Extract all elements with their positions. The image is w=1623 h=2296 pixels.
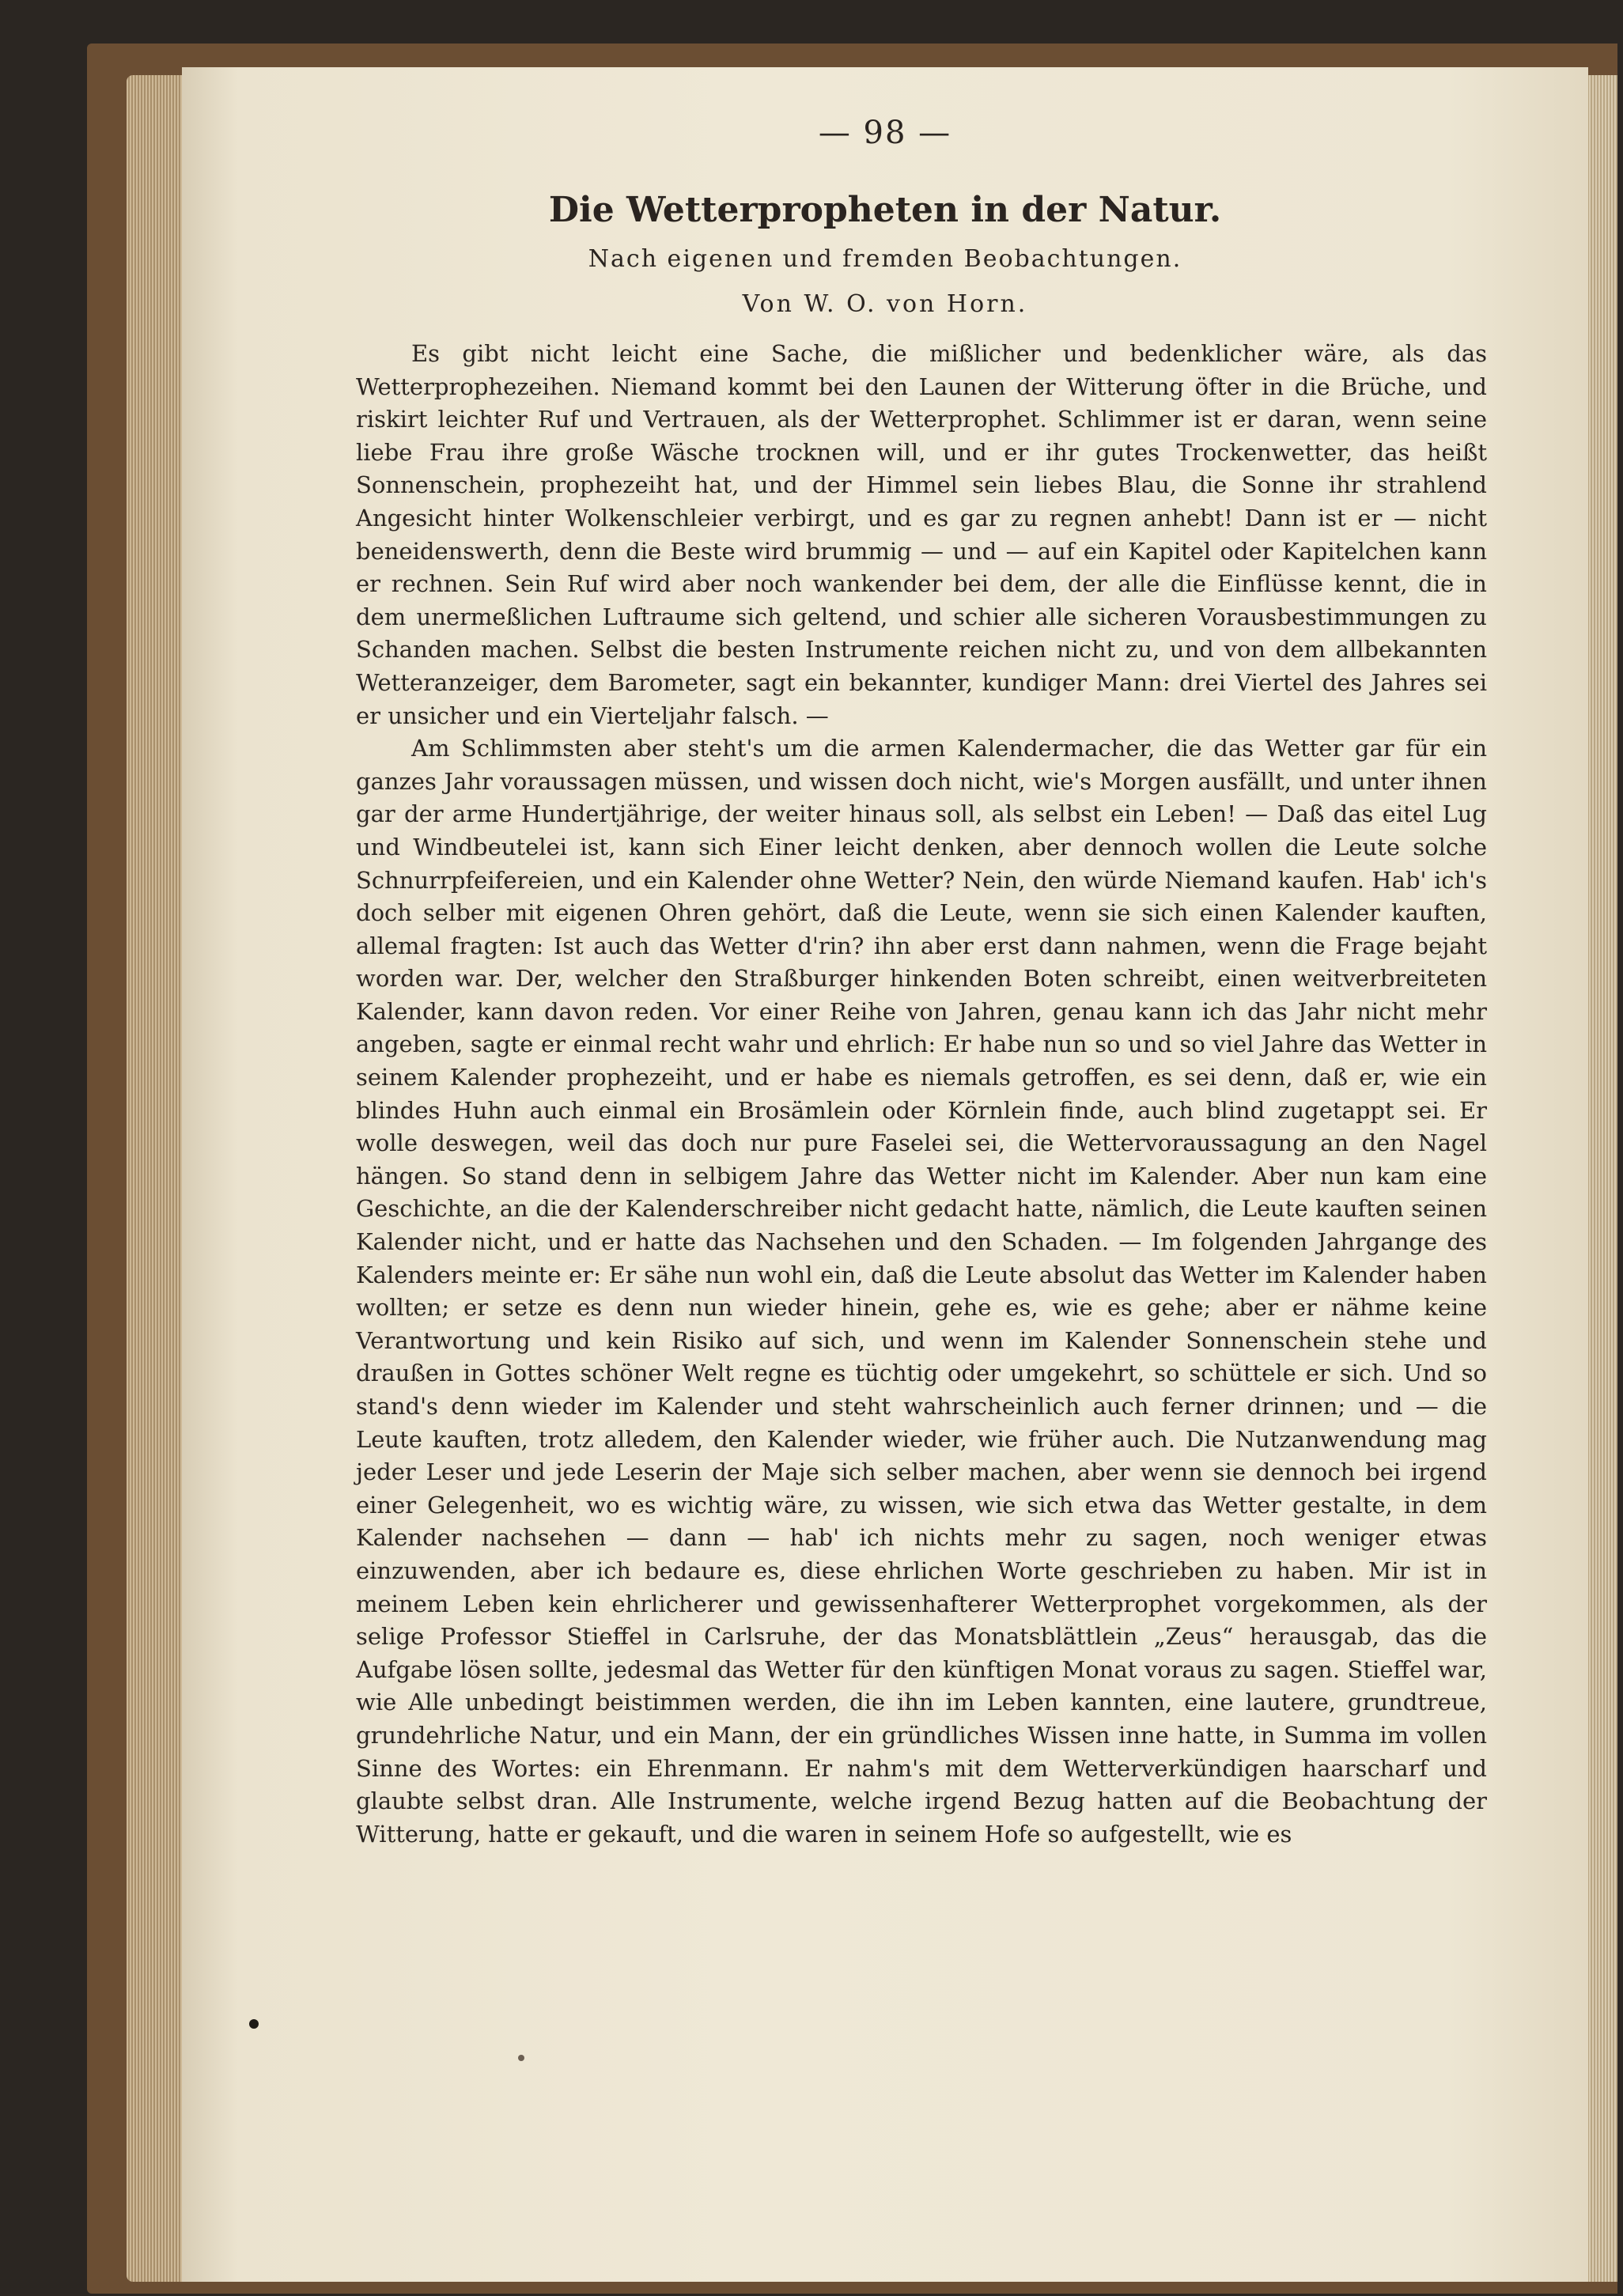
- article-subtitle: Nach eigenen und fremden Beobachtungen.: [588, 245, 1182, 273]
- article-author: Von W. O. von Horn.: [742, 290, 1028, 318]
- page-edges-left: [127, 75, 190, 2282]
- page-edges-right: [1586, 75, 1617, 2282]
- book-page: [182, 67, 1588, 2282]
- paragraph-1: Es gibt nicht leicht eine Sache, die mißlicher und bedenklicher wäre, als das Wetterprophezeihen. Niemand kommt bei den Launen der Witterung öfter in die Brüche, und riskirt leichter Ruf und Vertrauen, als der Wetterprophet. Schlimmer ist er daran, wenn seine liebe Frau ihre große Wäsche trocknen will, und er ihr gutes Trockenwetter, das heißt Sonnenschein, prophezeiht hat, und der Himmel sein liebes Blau, die Sonne ihr strahlend Angesicht hinter Wolkenschleier verbirgt, und es gar zu regnen anhebt! Dann ist er — nicht beneidenswerth, denn die Beste wird brummig — und — auf ein Kapitel oder Kapitelchen kann er rechnen. Sein Ruf wird aber noch wankender bei dem, der alle die Einflüsse kennt, die in dem unermeßlichen Luftraume sich geltend, und schier alle sicheren Vorausbestimmungen zu Schanden machen. Selbst die besten Instrumente reichen nicht zu, und von dem allbekannten Wetteranzeiger, dem Barometer, sagt ein bekannter, kundiger Mann: drei Viertel des Jahres sei er unsicher und ein Vierteljahr falsch. —: [356, 340, 1487, 729]
- page-number: — 98 —: [818, 115, 952, 151]
- ink-mark: [249, 2019, 259, 2029]
- ink-speck: [518, 2055, 524, 2061]
- article-body: [356, 338, 1487, 1851]
- paragraph-2: Am Schlimmsten aber steht's um die armen Kalendermacher, die das Wetter gar für ein ganzes Jahr voraussagen müssen, und wissen doch nicht, wie's Morgen ausfällt, und unter ihnen gar der arme Hundertjährige, der weiter hinaus soll, als selbst ein Leben! — Daß das eitel Lug und Windbeutelei ist, kann sich Einer leicht denken, aber dennoch wollen die Leute solche Schnurrpfeifereien, und ein Kalender ohne Wetter? Nein, den würde Niemand kaufen. Hab' ich's doch selber mit eigenen Ohren gehört, daß die Leute, wenn sie sich einen Kalender kauften, allemal fragten: Ist auch das Wetter d'rin? ihn aber erst dann nahmen, wenn die Frage bejaht worden war. Der, welcher den Straßburger hinkenden Boten schreibt, einen weitverbreiteten Kalender, kann davon reden. Vor einer Reihe von Jahren, genau kann ich das Jahr nicht mehr angeben, sagte er einmal recht wahr und ehrlich: Er habe nun so und so viel Jahre das Wetter in seinem Kalender prophezeiht, und er habe es niemals getroffen, es sei denn, daß er, wie ein blindes Huhn auch einmal ein Brosämlein oder Körnlein finde, auch blind zugetappt sei. Er wolle deswegen, weil das doch nur pure Faselei sei, die Wettervoraussagung an den Nagel hängen. So stand denn in selbigem Jahre das Wetter nicht im Kalender. Aber nun kam eine Geschichte, an die der Kalenderschreiber nicht gedacht hatte, nämlich, die Leute kauften seinen Kalender nicht, und er hatte das Nachsehen und den Schaden. — Im folgenden Jahrgange des Kalenders meinte er: Er sähe nun wohl ein, daß die Leute absolut das Wetter im Kalender haben wollten; er setze es denn nun wieder hinein, gehe es, wie es gehe; aber er nähme keine Verantwortung und kein Risiko auf sich, und wenn im Kalender Sonnenschein stehe und draußen in Gottes schöner Welt regne es tüchtig oder umgekehrt, so schüttele er sich. Und so stand's denn wieder im Kalender und steht wahrscheinlich auch ferner drinnen; und — die Leute kauften, trotz alledem, den Kalender wieder, wie früher auch. Die Nutzanwendung mag jeder Leser und jede Leserin der Maje sich selber machen, aber wenn sie dennoch bei irgend einer Gelegenheit, wo es wichtig wäre, zu wissen, wie sich etwa das Wetter gestalte, in dem Kalender nachsehen — dann — hab' ich nichts mehr zu sagen, noch weniger etwas einzuwenden, aber ich bedaure es, diese ehrlichen Worte geschrieben zu haben. Mir ist in meinem Leben kein ehrlicherer und gewissenhafterer Wetterprophet vorgekommen, als der selige Professor Stieffel in Carlsruhe, der das Monatsblättlein „Zeus“ herausgab, das die Aufgabe lösen sollte, jedesmal das Wetter für den künftigen Monat voraus zu sagen. Stieffel war, wie Alle unbedingt beistimmen werden, die ihn im Leben kannten, eine lautere, grundtreue, grundehrliche Natur, und ein Mann, der ein gründliches Wissen inne hatte, in Summa im vollen Sinne des Wortes: ein Ehrenmann. Er nahm's mit dem Wetterverkündigen haarscharf und glaubte selbst dran. Alle Instrumente, welche irgend Bezug hatten auf die Beobachtung der Witterung, hatte er gekauft, und die waren in seinem Hofe so aufgestellt, wie es: [356, 735, 1487, 1848]
- article-title: Die Wetterpropheten in der Natur.: [548, 190, 1222, 230]
